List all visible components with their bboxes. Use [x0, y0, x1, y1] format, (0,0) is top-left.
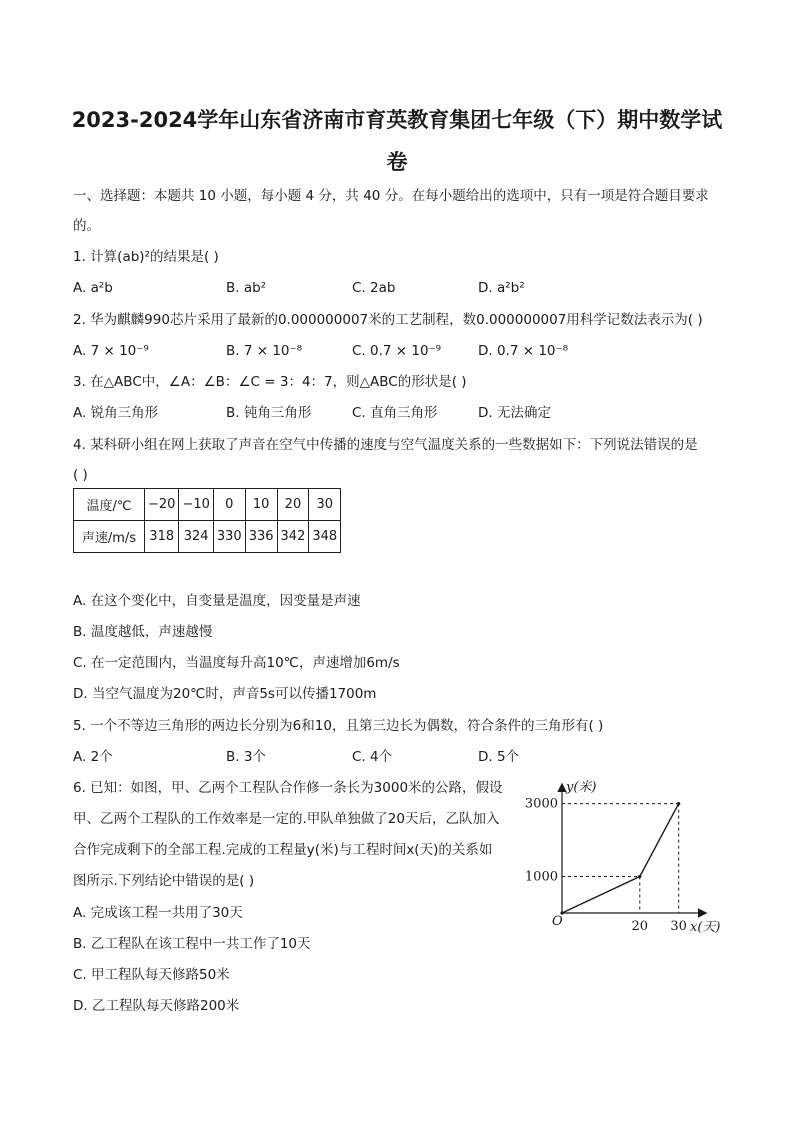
question-2-option-a: A. 7 × 10⁻⁹ — [73, 343, 149, 359]
table-cell: 10 — [245, 489, 277, 521]
y-tick-label: 1000 — [524, 869, 558, 885]
section-instructions-line-1: 一、选择题：本题共 10 小题，每小题 4 分，共 40 分。在每小题给出的选项中，只有一项是符合题目要求 — [73, 188, 709, 204]
question-6-option-c: C. 甲工程队每天修路50米 — [73, 967, 230, 983]
question-6-option-b: B. 乙工程队在该工程中一共工作了10天 — [73, 936, 311, 952]
question-6-option-a: A. 完成该工程一共用了30天 — [73, 905, 243, 921]
question-6-stem-line-3: 合作完成剩下的全部工程.完成的工程量y(米)与工程时间x(天)的关系如 — [73, 842, 493, 858]
question-4-stem-line-1: 4. 某科研小组在网上获取了声音在空气中传播的速度与空气温度关系的一些数据如下：下列说法错误的是 — [73, 437, 698, 453]
question-2-option-d: D. 0.7 × 10⁻⁸ — [478, 343, 569, 359]
question-1-option-d: D. a²b² — [478, 280, 525, 296]
table-header-sound-speed: 声速/m/s — [74, 521, 145, 553]
question-6-option-d: D. 乙工程队每天修路200米 — [73, 998, 240, 1014]
question-6-stem-line-1: 6. 已知：如图，甲、乙两个工程队合作修一条长为3000米的公路，假设 — [73, 780, 503, 796]
question-1-option-b: B. ab² — [226, 280, 267, 296]
table-cell: −20 — [145, 489, 179, 521]
y-tick-label: 3000 — [524, 796, 558, 812]
table-cell: 348 — [309, 521, 341, 553]
table-row-temperature — [74, 489, 341, 521]
question-6-stem-line-4: 图所示.下列结论中错误的是( ) — [73, 873, 255, 889]
question-5-option-c: C. 4个 — [352, 749, 393, 765]
question-3-stem: 3. 在△ABC中，∠A：∠B：∠C = 3：4：7，则△ABC的形状是( ) — [73, 374, 467, 390]
question-1-option-a: A. a²b — [73, 280, 113, 296]
question-5-stem: 5. 一个不等边三角形的两边长分别为6和10，且第三边长为偶数，符合条件的三角形有( ) — [73, 718, 604, 734]
x-tick-label: 30 — [670, 919, 687, 934]
question-3-option-b: B. 钝角三角形 — [226, 405, 312, 421]
page-title-line-1: 2023-2024学年山东省济南市育英教育集团七年级（下）期中数学试 — [71, 108, 723, 132]
x-axis-label: x(天) — [690, 920, 721, 935]
page-title-line-2: 卷 — [386, 150, 408, 174]
table-cell: 20 — [277, 489, 309, 521]
table-cell: 342 — [277, 521, 309, 553]
question-4-option-b: B. 温度越低，声速越慢 — [73, 624, 213, 640]
question-5-option-d: D. 5个 — [478, 749, 520, 765]
question-6-stem-line-2: 甲、乙两个工程队的工作效率是一定的.甲队单独做了20天后，乙队加入 — [73, 811, 500, 827]
question-4-option-a: A. 在这个变化中，自变量是温度，因变量是声速 — [73, 593, 361, 609]
question-4-option-d: D. 当空气温度为20℃时，声音5s可以传播1700m — [73, 686, 377, 702]
table-cell: 30 — [309, 489, 341, 521]
question-1-stem: 1. 计算(ab)²的结果是( ) — [73, 249, 219, 265]
question-2-option-b: B. 7 × 10⁻⁸ — [226, 343, 303, 359]
question-2-stem: 2. 华为麒麟990芯片采用了最新的0.000000007米的工艺制程，数0.000000007用科学记数法表示为( ) — [73, 312, 703, 328]
data-point — [677, 802, 680, 805]
question-5-option-a: A. 2个 — [73, 749, 113, 765]
question-4-stem-line-2: ( ) — [73, 467, 88, 483]
question-3-option-a: A. 锐角三角形 — [73, 405, 159, 421]
table-cell: −10 — [179, 489, 213, 521]
work-progress-graph — [524, 775, 730, 940]
question-5-option-b: B. 3个 — [226, 749, 266, 765]
question-3-option-c: C. 直角三角形 — [352, 405, 438, 421]
data-point — [638, 875, 641, 878]
sound-speed-table — [73, 488, 341, 553]
table-cell: 0 — [213, 489, 245, 521]
table-cell: 330 — [213, 521, 245, 553]
question-4-option-c: C. 在一定范围内，当温度每升高10℃，声速增加6m/s — [73, 655, 400, 671]
question-1-option-c: C. 2ab — [352, 280, 396, 296]
series-line — [562, 804, 679, 913]
table-cell: 324 — [179, 521, 213, 553]
table-row-sound-speed — [74, 521, 341, 553]
table-header-temperature: 温度/℃ — [74, 489, 145, 521]
table-cell: 318 — [145, 521, 179, 553]
table-cell: 336 — [245, 521, 277, 553]
question-2-option-c: C. 0.7 × 10⁻⁹ — [352, 343, 442, 359]
y-axis-label: y(米) — [566, 780, 597, 795]
origin-label: O — [552, 914, 563, 929]
section-instructions-line-2: 的。 — [73, 218, 100, 234]
x-tick-label: 20 — [631, 919, 649, 934]
question-3-option-d: D. 无法确定 — [478, 405, 551, 421]
